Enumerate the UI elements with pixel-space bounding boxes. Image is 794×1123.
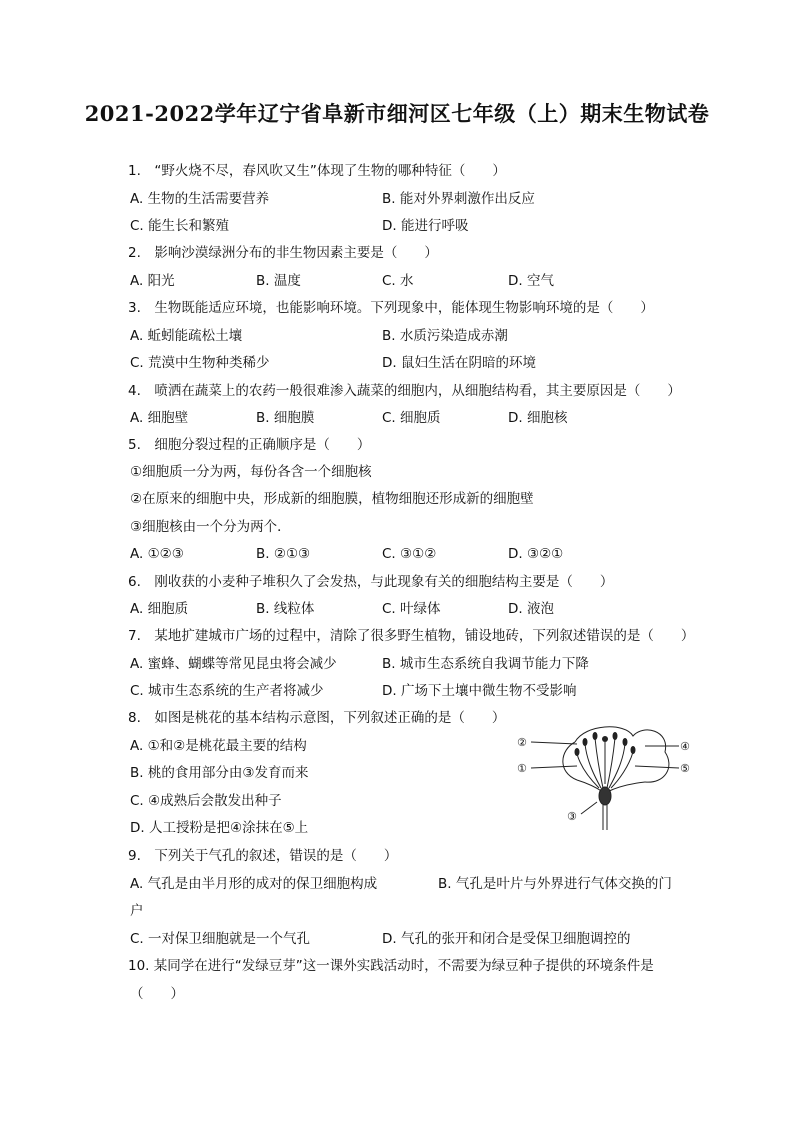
fig-label-4: ④ (680, 740, 690, 753)
q7-option-a: A. 蜜蜂、蝴蝶等常见昆虫将会减少 (130, 656, 337, 672)
question-8: 8. 如图是桃花的基本结构示意图，下列叙述正确的是（ ） (128, 710, 506, 726)
question-10: 10. 某同学在进行“发绿豆芽”这一课外实践活动时，不需要为绿豆种子提供的环境条件是 (128, 958, 654, 974)
q4-option-b: B. 细胞膜 (256, 410, 315, 426)
q5-step-1: ①细胞质一分为两，每份各含一个细胞核 (130, 464, 372, 480)
question-4: 4. 喷洒在蔬菜上的农药一般很难渗入蔬菜的细胞内，从细胞结构看，其主要原因是（ ） (128, 383, 681, 399)
q2-option-b: B. 温度 (256, 273, 301, 289)
question-1: 1. “野火烧不尽，春风吹又生”体现了生物的哪种特征（ ） (128, 163, 506, 179)
q3-option-a: A. 蚯蚓能疏松土壤 (130, 328, 243, 344)
fig-label-1: ① (517, 762, 527, 775)
question-5: 5. 细胞分裂过程的正确顺序是（ ） (128, 437, 371, 453)
q3-option-b: B. 水质污染造成赤潮 (382, 328, 508, 344)
peach-flower-diagram (515, 722, 695, 832)
q8-option-c: C. ④成熟后会散发出种子 (130, 793, 282, 809)
q1-option-d: D. 能进行呼吸 (382, 218, 469, 234)
q8-option-d: D. 人工授粉是把④涂抹在⑤上 (130, 820, 309, 836)
q6-option-d: D. 液泡 (508, 601, 554, 617)
question-3: 3. 生物既能适应环境，也能影响环境。下列现象中，能体现生物影响环境的是（ ） (128, 300, 654, 316)
q5-option-b: B. ②①③ (256, 546, 311, 562)
fig-label-3: ③ (567, 810, 577, 823)
question-6: 6. 刚收获的小麦种子堆积久了会发热，与此现象有关的细胞结构主要是（ ） (128, 574, 614, 590)
page-title: 2021-2022学年辽宁省阜新市细河区七年级（上）期末生物试卷 (84, 101, 710, 126)
q4-option-d: D. 细胞核 (508, 410, 568, 426)
question-9: 9. 下列关于气孔的叙述，错误的是（ ） (128, 848, 398, 864)
q1-option-b: B. 能对外界刺激作出反应 (382, 191, 535, 207)
q9-option-a: A. 气孔是由半月形的成对的保卫细胞构成 (130, 876, 378, 892)
question-7: 7. 某地扩建城市广场的过程中，清除了很多野生植物，铺设地砖，下列叙述错误的是（ ） (128, 628, 695, 644)
q8-option-a: A. ①和②是桃花最主要的结构 (130, 738, 307, 754)
q2-option-c: C. 水 (382, 273, 414, 289)
q6-option-a: A. 细胞质 (130, 601, 189, 617)
fig-label-5: ⑤ (680, 762, 690, 775)
q9-option-b-continued: 户 (130, 903, 144, 919)
q1-option-a: A. 生物的生活需要营养 (130, 191, 270, 207)
q9-option-d: D. 气孔的张开和闭合是受保卫细胞调控的 (382, 931, 631, 947)
fig-label-2: ② (517, 736, 527, 749)
q3-option-c: C. 荒漠中生物种类稀少 (130, 355, 270, 371)
q7-option-b: B. 城市生态系统自我调节能力下降 (382, 656, 589, 672)
q5-step-2: ②在原来的细胞中央，形成新的细胞膜，植物细胞还形成新的细胞壁 (130, 491, 534, 507)
q5-step-3: ③细胞核由一个分为两个． (130, 519, 291, 535)
q2-option-a: A. 阳光 (130, 273, 175, 289)
q5-option-d: D. ③②① (508, 546, 564, 562)
q9-option-c: C. 一对保卫细胞就是一个气孔 (130, 931, 311, 947)
question-2: 2. 影响沙漠绿洲分布的非生物因素主要是（ ） (128, 245, 438, 261)
q8-option-b: B. 桃的食用部分由③发育而来 (130, 765, 309, 781)
q3-option-d: D. 鼠妇生活在阴暗的环境 (382, 355, 536, 371)
q6-option-c: C. 叶绿体 (382, 601, 441, 617)
q5-option-a: A. ①②③ (130, 546, 184, 562)
q5-option-c: C. ③①② (382, 546, 437, 562)
q1-option-c: C. 能生长和繁殖 (130, 218, 230, 234)
q4-option-a: A. 细胞壁 (130, 410, 189, 426)
q7-option-d: D. 广场下土壤中微生物不受影响 (382, 683, 577, 699)
q4-option-c: C. 细胞质 (382, 410, 441, 426)
question-10-continued: （ ） (130, 986, 184, 1002)
q7-option-c: C. 城市生态系统的生产者将减少 (130, 683, 324, 699)
q9-option-b: B. 气孔是叶片与外界进行气体交换的门 (438, 876, 672, 892)
q6-option-b: B. 线粒体 (256, 601, 315, 617)
q2-option-d: D. 空气 (508, 273, 554, 289)
